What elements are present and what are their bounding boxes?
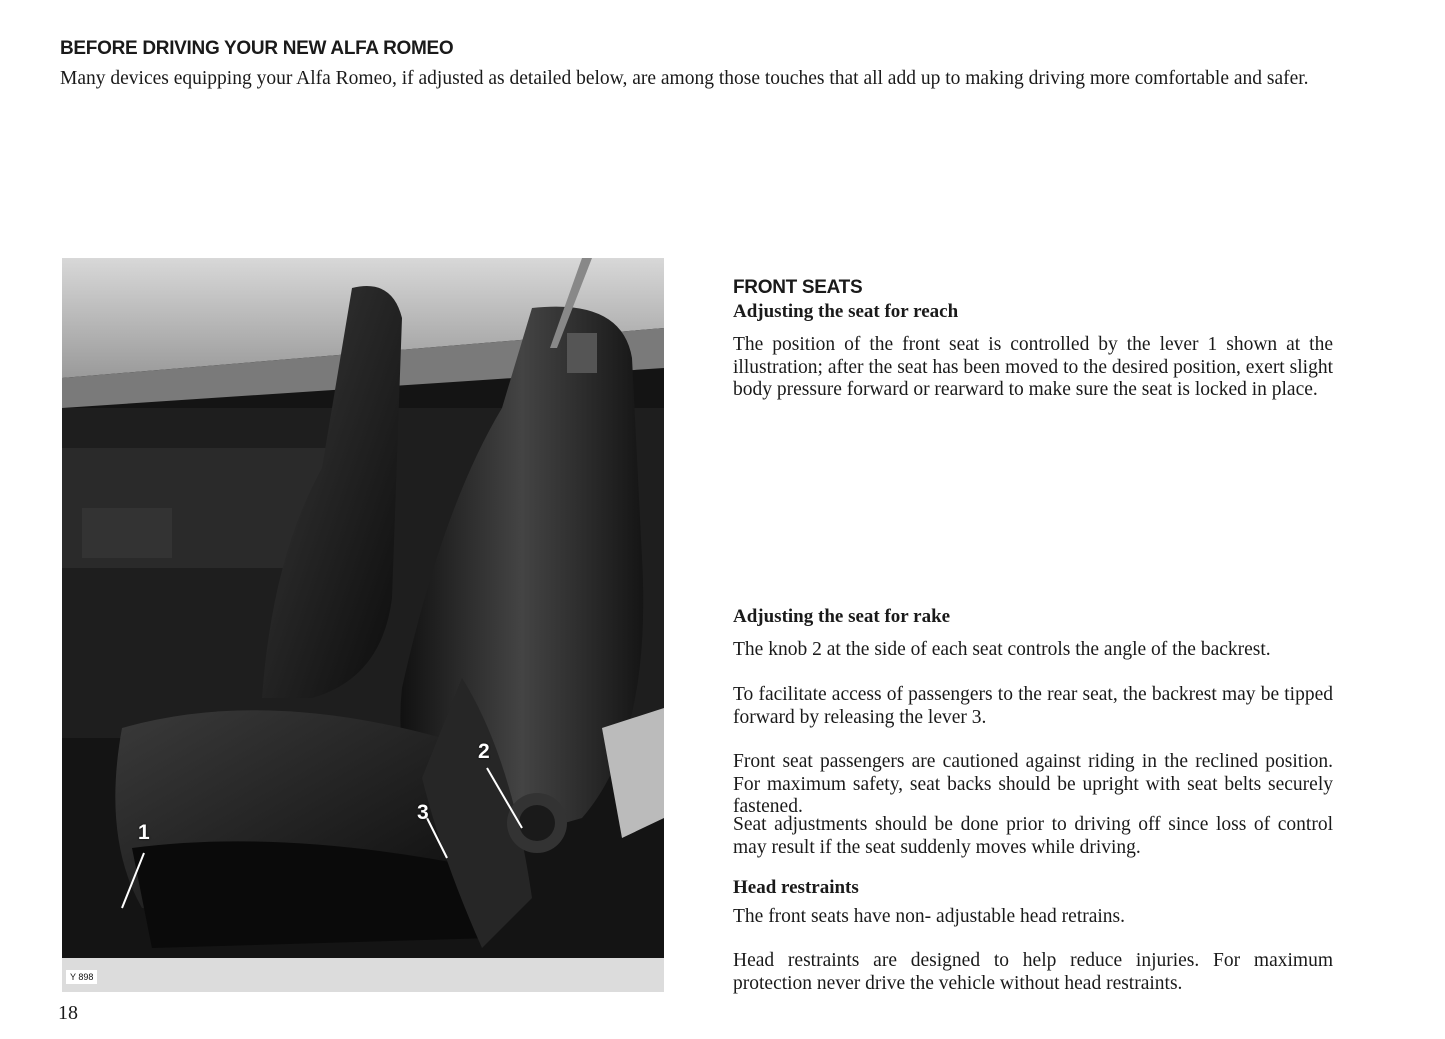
rake-paragraph-2: To facilitate access of passengers to the rear seat, the backrest may be tipped forward by releasing the lever 3. — [733, 684, 1333, 728]
callout-2: 2 — [478, 740, 490, 763]
head-restraints-paragraph-1: The front seats have non- adjustable head retrains. — [733, 906, 1126, 927]
reach-paragraph: The position of the front seat is controlled by the lever 1 shown at the illustration; after the seat has been moved to the desired position, exert slight body pressure forward or rearward to make sure the seat is locked in place. — [733, 334, 1333, 400]
rake-paragraph-4: Seat adjustments should be done prior to driving off since loss of control may result if the seat suddenly moves while driving. — [733, 814, 1333, 858]
rake-heading: Adjusting the seat for rake — [733, 606, 951, 627]
intro-paragraph: Many devices equipping your Alfa Romeo, if adjusted as detailed below, are among those touches that all add up to making driving more comfortable and safer. — [60, 68, 1309, 89]
head-restraints-paragraph-2: Head restraints are designed to help reduce injuries. For maximum protection never drive the vehicle without head restraints. — [733, 950, 1333, 994]
callout-3: 3 — [417, 801, 429, 824]
rake-paragraph-3: Front seat passengers are cautioned against riding in the reclined position. For maximum safety, seat backs should be upright with seat belts securely fastened. — [733, 751, 1333, 817]
seat-photo — [62, 258, 664, 992]
figure-code: Y 898 — [66, 970, 97, 984]
rake-paragraph-1: The knob 2 at the side of each seat controls the angle of the backrest. — [733, 639, 1271, 660]
page-title: BEFORE DRIVING YOUR NEW ALFA ROMEO — [60, 38, 454, 59]
page-number: 18 — [58, 1002, 78, 1024]
callout-1: 1 — [138, 821, 150, 844]
seat-illustration — [62, 258, 664, 992]
reach-heading: Adjusting the seat for reach — [733, 301, 959, 322]
head-restraints-heading: Head restraints — [733, 877, 859, 898]
front-seats-heading: FRONT SEATS — [733, 277, 863, 298]
